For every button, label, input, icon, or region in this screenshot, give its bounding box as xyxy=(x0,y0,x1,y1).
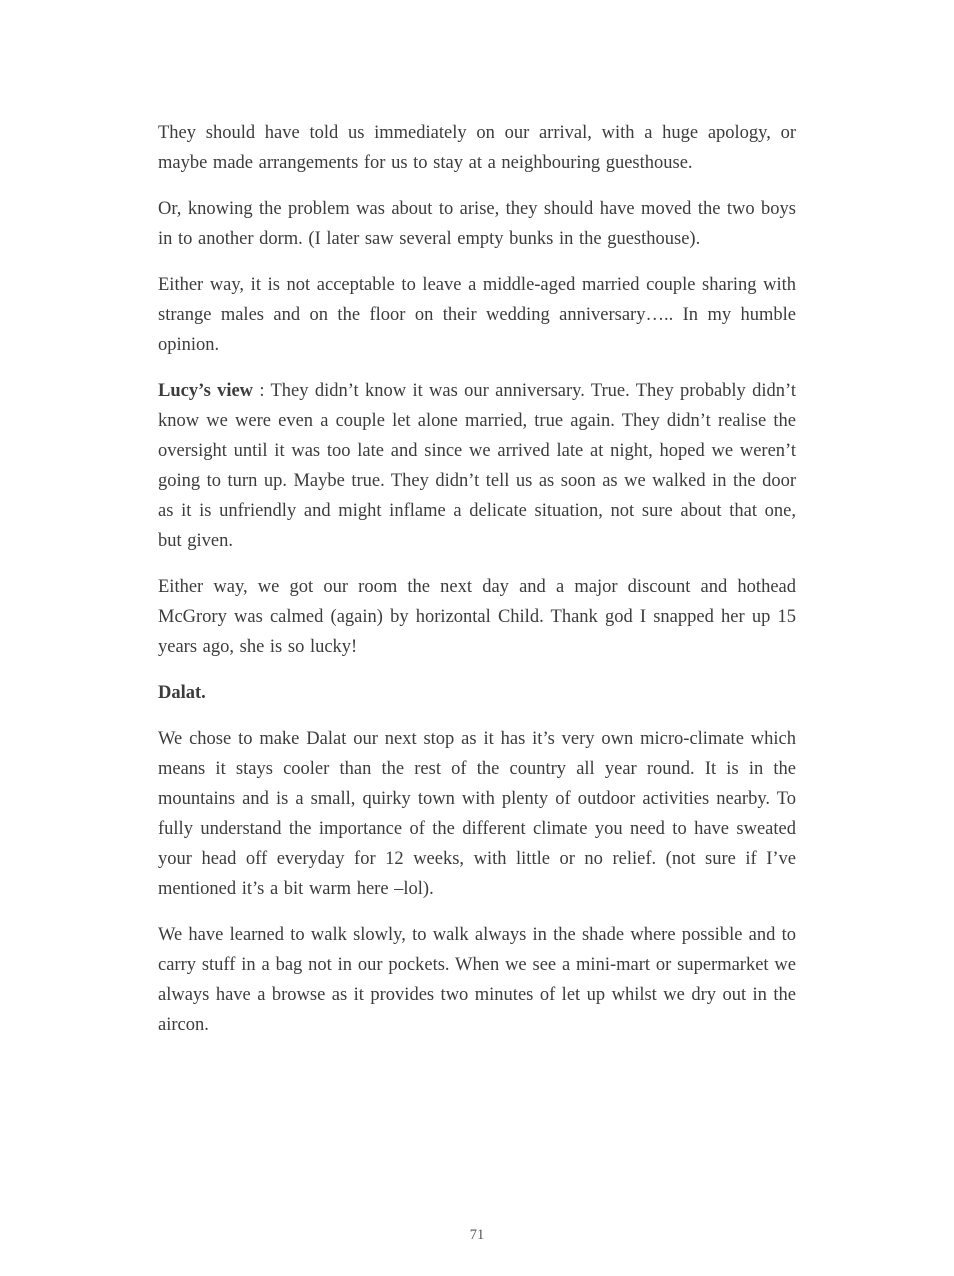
paragraph-walk-slowly: We have learned to walk slowly, to walk always in the shade where possible and to carry stuff in a bag not in our pockets. When we see a mini-mart or supermarket we always have a browse as it provides two minutes of let up whilst we dry out in the aircon. xyxy=(158,925,796,1035)
paragraph-moved-boys: Or, knowing the problem was about to arise, they should have moved the two boys in to another dorm. (I later saw several empty bunks in the guesthouse). xyxy=(158,199,796,249)
lucys-view-label: Lucy’s view xyxy=(158,381,254,401)
paragraph-lucys-view xyxy=(158,376,796,556)
paragraph-room-next-day: Either way, we got our room the next day and a major discount and hothead McGrory was calmed (again) by horizontal Child. Thank god I snapped her up 15 years ago, she is so lucky! xyxy=(158,577,796,657)
paragraph-arrival-apology: They should have told us immediately on our arrival, with a huge apology, or maybe made arrangements for us to stay at a neighbouring guesthouse. xyxy=(158,123,796,173)
page-number: 71 xyxy=(469,1227,485,1243)
lucys-view-text: : They didn’t know it was our anniversary. True. They probably didn’t know we were even a couple let alone married, true again. They didn’t realise the oversight until it was too late and since we arrived late at night, hoped we weren’t going to turn up. Maybe true. They didn’t tell us as soon as we walked in the door as it is unfriendly and might inflame a delicate situation, not sure about that one, but given. xyxy=(158,381,796,551)
paragraph-not-acceptable: Either way, it is not acceptable to leave a middle-aged married couple sharing with strange males and on the floor on their wedding anniversary….. In my humble opinion. xyxy=(158,275,796,355)
paragraph-dalat-climate: We chose to make Dalat our next stop as it has it’s very own micro-climate which means it stays cooler than the rest of the country all year round. It is in the mountains and is a small, quirky town with plenty of outdoor activities nearby. To fully understand the importance of the different climate you need to have sweated your head off everyday for 12 weeks, with little or no relief. (not sure if I’ve mentioned it’s a bit warm here –lol). xyxy=(158,729,796,899)
section-heading-dalat: Dalat. xyxy=(158,683,206,703)
